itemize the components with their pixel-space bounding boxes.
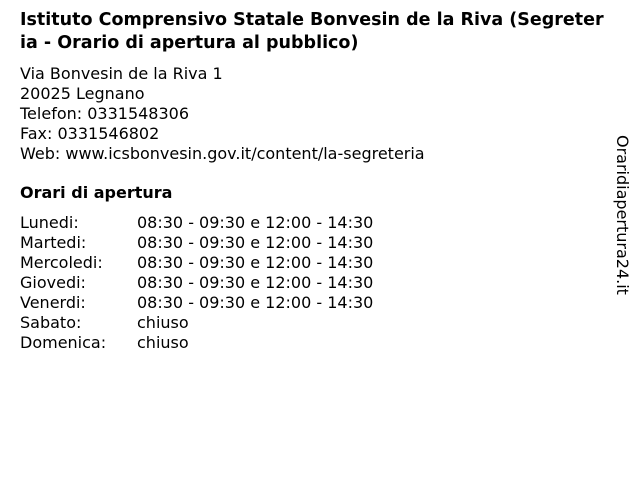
day-label: Martedi:	[20, 233, 87, 252]
day-label: Mercoledi:	[20, 253, 103, 272]
day-label: Lunedi:	[20, 213, 79, 232]
site-watermark: Oraridiapertura24.it	[613, 135, 632, 295]
time-value: 08:30 - 09:30 e 12:00 - 14:30	[137, 253, 374, 272]
day-label: Venerdi:	[20, 293, 86, 312]
phone-number: Telefon: 0331548306	[20, 104, 190, 123]
day-label: Sabato:	[20, 313, 82, 332]
hours-heading: Orari di apertura	[20, 183, 173, 202]
time-value: chiuso	[137, 333, 189, 352]
time-value: 08:30 - 09:30 e 12:00 - 14:30	[137, 213, 374, 232]
time-value: 08:30 - 09:30 e 12:00 - 14:30	[137, 293, 374, 312]
address-block	[20, 64, 425, 164]
fax-number: Fax: 0331546802	[20, 124, 160, 143]
time-value: 08:30 - 09:30 e 12:00 - 14:30	[137, 233, 374, 252]
page-title: Istituto Comprensivo Statale Bonvesin de la Riva (Segreteria - Orario di apertura al pubblico)	[20, 10, 604, 53]
street-address: Via Bonvesin de la Riva 1	[20, 64, 223, 83]
city-address: 20025 Legnano	[20, 84, 145, 103]
day-label: Giovedi:	[20, 273, 86, 292]
website-link: Web: www.icsbonvesin.gov.it/content/la-segreteria	[20, 144, 425, 163]
time-value: chiuso	[137, 313, 189, 332]
day-label: Domenica:	[20, 333, 107, 352]
time-value: 08:30 - 09:30 e 12:00 - 14:30	[137, 273, 374, 292]
